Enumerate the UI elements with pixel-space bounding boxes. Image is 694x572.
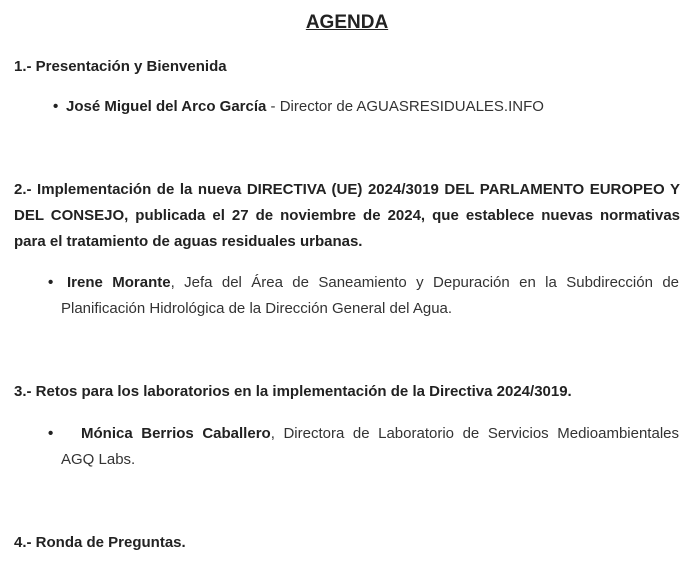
speaker-name: Mónica Berrios Caballero [81, 425, 271, 442]
section-3-speaker [48, 421, 679, 473]
section-1-speaker [53, 94, 684, 120]
bullet-icon: • [48, 425, 54, 442]
section-2-speaker [48, 270, 680, 322]
speaker-name: José Miguel del Arco García [66, 98, 267, 115]
speaker-role: , Jefa del Área de Saneamiento y Depuración en la Subdirección de Planificación Hidrológica de la Dirección General del Agua. [61, 274, 680, 317]
agenda-title: AGENDA [305, 12, 389, 33]
section-4-heading: 4.- Ronda de Preguntas. [14, 534, 186, 551]
speaker-name: Irene Morante [67, 274, 171, 291]
bullet-icon: • [48, 274, 54, 291]
section-1-heading: 1.- Presentación y Bienvenida [14, 58, 227, 75]
speaker-role: - Director de AGUASRESIDUALES.INFO [266, 98, 544, 115]
section-2-heading: 2.- Implementación de la nueva DIRECTIVA (UE) 2024/3019 DEL PARLAMENTO EUROPEO Y DEL CONSEJO, publicada el 27 de noviembre de 2024, que establece nuevas normativas para el tratamiento de aguas residuales urbanas. [14, 181, 680, 250]
speaker-role: , Directora de Laboratorio de Servicios Medioambientales AGQ Labs. [61, 425, 679, 468]
bullet-icon: • [53, 98, 59, 115]
section-3-heading: 3.- Retos para los laboratorios en la implementación de la Directiva 2024/3019. [14, 383, 572, 400]
